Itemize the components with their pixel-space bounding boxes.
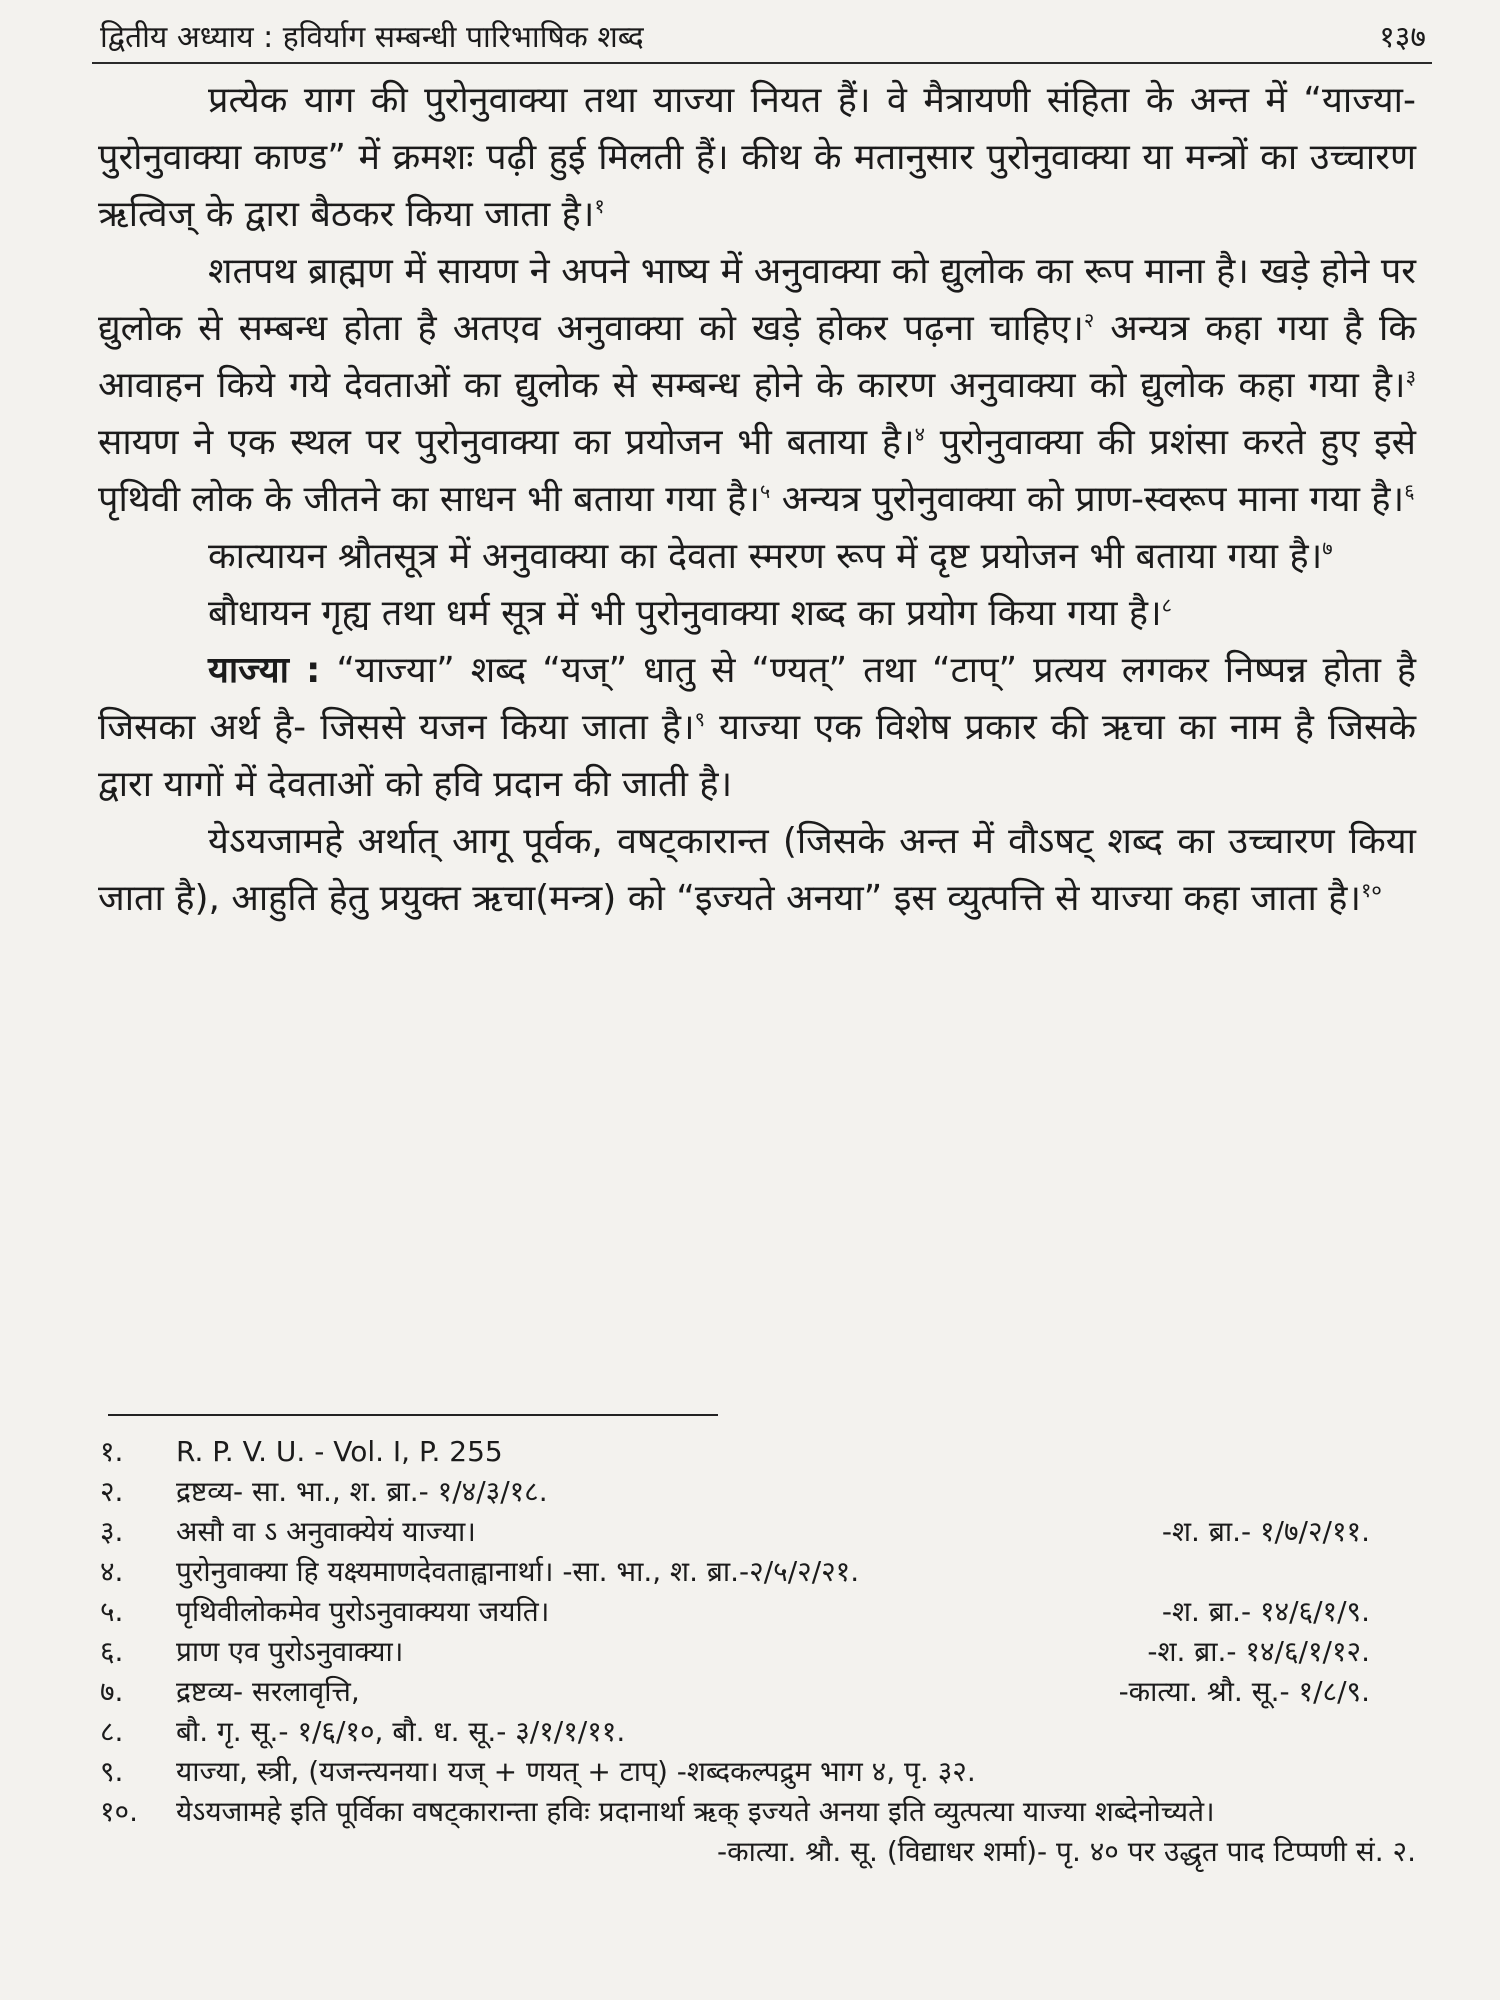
footnote: १. R. P. V. U. - Vol. I, P. 255	[100, 1435, 503, 1468]
paragraph: शतपथ ब्राह्मण में सायण ने अपने भाष्य में अनुवाक्या को द्युलोक का रूप माना है। खड़े होने पर द्युलोक से सम्बन्ध होता है अतएव अनुवाक्या को खड़े होकर पढ़ना चाहिए।$^२$ अन्यत्र कहा गया है कि आवाहन किये गये देवताओं का द्युलोक से सम्बन्ध होने के कारण अनुवाक्या को द्युलोक कहा गया है।$^३$ सायण ने एक स्थल पर पुरोनुवाक्या का प्रयोजन भी बताया है।$^४$ पुरोनुवाक्या की प्रशंसा करते हुए इसे पृथिवी लोक के जीतने का साधन भी बताया गया है।$^५$ अन्यत्र पुरोनुवाक्या को प्राण-स्वरूप माना गया है।$^६$	[98, 251, 1416, 520]
body-text	[98, 72, 1416, 927]
footnote-marker: ५	[759, 479, 771, 503]
footnote-source: -कात्या. श्रौ. सू.- १/८/९.	[1118, 1675, 1370, 1708]
chapter-title: द्वितीय अध्याय : हविर्याग सम्बन्धी पारिभाषिक शब्द	[100, 20, 644, 55]
footnote-marker: २	[1083, 308, 1095, 332]
footnote: ८. बौ. गृ. सू.- १/६/१०, बौ. ध. सू.- ३/१/१/११.	[100, 1715, 626, 1748]
footnote-marker: ४	[914, 422, 925, 446]
footnote: ४. पुरोनुवाक्या हि यक्ष्यमाणदेवताह्वानार्था। -सा. भा., श. ब्रा.-२/५/२/२१.	[100, 1555, 860, 1588]
footnote-marker: १०	[1360, 878, 1382, 902]
running-header	[92, 14, 1432, 64]
footnote-marker: ७	[1322, 536, 1333, 560]
footnote: ६. प्राण एव पुरोऽनुवाक्या। -श. ब्रा.- १४/६/१/१२.	[100, 1632, 1420, 1672]
footnote: ७. द्रष्टव्य- सरलावृत्ति, -कात्या. श्रौ. सू.- १/८/९.	[100, 1672, 1420, 1712]
paragraph: बौधायन गृह्य तथा धर्म सूत्र में भी पुरोनुवाक्या शब्द का प्रयोग किया गया है।$^८$	[208, 593, 1173, 634]
footnote: ३. असौ वा ऽ अनुवाक्येयं याज्या। -श. ब्रा.- १/७/२/११.	[100, 1512, 1420, 1552]
paragraph: प्रत्येक याग की पुरोनुवाक्या तथा याज्या नियत हैं। वे मैत्रायणी संहिता के अन्त में “याज्या-पुरोनुवाक्या काण्ड” में क्रमशः पढ़ी हुई मिलती हैं। कीथ के मतानुसार पुरोनुवाक्या या मन्त्रों का उच्चारण ऋत्विज् के द्वारा बैठकर किया जाता है।$^१$	[98, 80, 1416, 235]
footnote-marker: ३	[1405, 365, 1416, 389]
footnotes	[100, 1432, 1420, 1872]
footnote: ९. याज्या, स्त्री, (यजन्त्यनया। यज् + णयत् + टाप्) -शब्दकल्पद्रुम भाग ४, पृ. ३२.	[100, 1755, 976, 1788]
paragraph: येऽयजामहे अर्थात् आगू पूर्वक, वषट्कारान्त (जिसके अन्त में वौऽषट् शब्द का उच्चारण किया जाता है), आहुति हेतु प्रयुक्त ऋचा(मन्त्र) को “इज्यते अनया” इस व्युत्पत्ति से याज्या कहा जाता है।$^{१०}$	[98, 821, 1416, 919]
paragraph: याज्या : “याज्या” शब्द “यज्” धातु से “ण्यत्” तथा “टाप्” प्रत्यय लगकर निष्पन्न होता है जिसका अर्थ है- जिससे यजन किया जाता है।$^९$ याज्या एक विशेष प्रकार की ऋचा का नाम है जिसके द्वारा यागों में देवताओं को हवि प्रदान की जाती है।	[98, 650, 1416, 805]
term-heading: याज्या :	[208, 650, 321, 691]
footnote-source: -कात्या. श्रौ. सू. (विद्याधर शर्मा)- पृ. ४० पर उद्धृत पाद टिप्पणी सं. २.	[716, 1835, 1416, 1868]
paragraph: कात्यायन श्रौतसूत्र में अनुवाक्या का देवता स्मरण रूप में दृष्ट प्रयोजन भी बताया गया है।$^७$	[208, 536, 1333, 577]
footnote: १०. येऽयजामहे इति पूर्विका वषट्कारान्ता हविः प्रदानार्था ऋक् इज्यते अनया इति व्युत्पत्या याज्या शब्देनोच्यते।	[100, 1795, 1215, 1828]
footnote-source: -श. ब्रा.- १४/६/१/९.	[1161, 1595, 1370, 1628]
footnote-source: -श. ब्रा.- १४/६/१/१२.	[1147, 1635, 1370, 1668]
footnote-marker: ६	[1404, 479, 1415, 503]
footnote: २. द्रष्टव्य- सा. भा., श. ब्रा.- १/४/३/१८.	[100, 1475, 548, 1508]
footnote-marker: ८	[1161, 593, 1173, 617]
footnote-divider	[108, 1414, 718, 1416]
page-number: १३७	[1379, 20, 1426, 55]
footnote-marker: ९	[694, 707, 706, 731]
footnote-source: -श. ब्रा.- १/७/२/११.	[1161, 1515, 1370, 1548]
footnote: ५. पृथिवीलोकमेव पुरोऽनुवाक्यया जयति। -श. ब्रा.- १४/६/१/९.	[100, 1592, 1420, 1632]
footnote-marker: १	[594, 194, 605, 218]
